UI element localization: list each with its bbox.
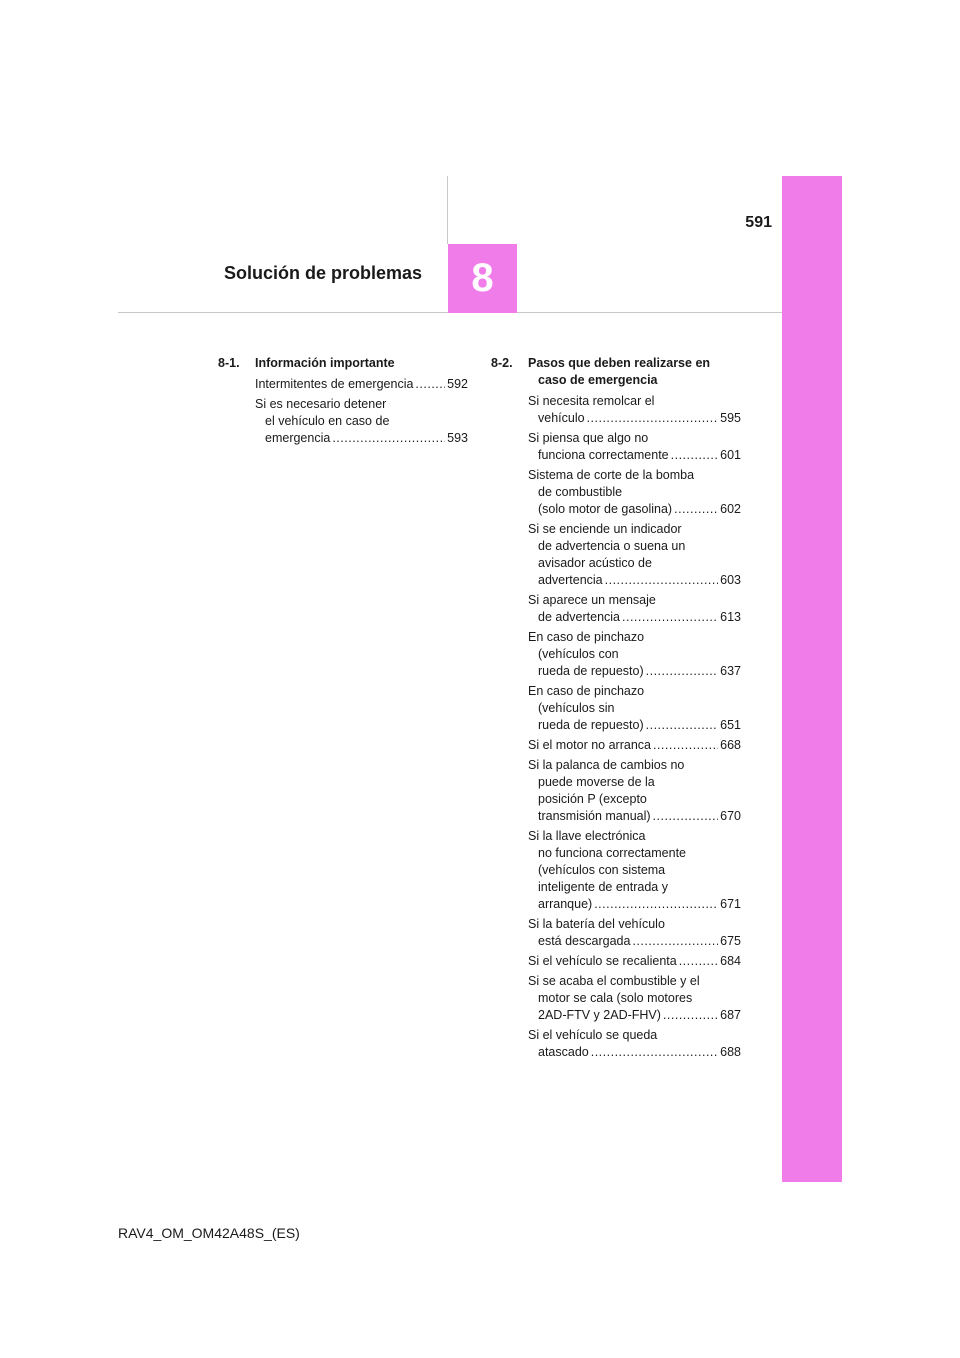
toc-entry[interactable] [528,973,741,1024]
toc-page-ref: 613 [720,610,741,624]
toc-entry[interactable] [528,1027,741,1061]
toc-entry-last-line [528,1044,741,1061]
toc-entry-line: avisador acústico de [538,556,652,570]
toc-page-ref: 637 [720,664,741,678]
toc-page-ref: 595 [720,411,741,425]
toc-entry-line: Intermitentes de emergencia [255,377,414,391]
toc-entry-last-line [528,933,741,950]
toc-entry-last-line [255,430,468,447]
toc-entry-line: En caso de pinchazo [528,630,645,644]
toc-entry[interactable] [528,521,741,589]
toc-dot-leader [674,501,718,518]
toc-entry[interactable] [528,737,741,754]
toc-entry-line: Si el vehículo se queda [528,1028,658,1042]
toc-entry-last-line [528,953,741,970]
toc-entry[interactable] [528,953,741,970]
toc-entry[interactable] [528,916,741,950]
toc-entry-line: (vehículos con sistema [538,863,666,877]
toc-dot-leader [594,896,718,913]
toc-dot-leader [605,572,719,589]
toc-section-title: Pasos que deben realizarse en caso de emergencia [528,356,711,387]
toc-page-ref: 688 [720,1045,741,1059]
footer-document-code: RAV4_OM_OM42A48S_(ES) [118,1225,300,1241]
toc-entry-line: Si la palanca de cambios no [528,758,685,772]
toc-section-heading [218,355,468,372]
toc-entry-last-line [528,1007,741,1024]
toc-section-number: 8-1. [218,356,240,370]
toc-entry-last-line [528,808,741,825]
toc-entry-line: Si la batería del vehículo [528,917,665,931]
toc-entry-line: de combustible [538,485,623,499]
toc-page-ref: 601 [720,448,741,462]
toc-entry-line: (vehículos con [538,647,619,661]
toc-entry-line: rueda de repuesto) [538,718,644,732]
toc-dot-leader [415,376,445,393]
toc-page-ref: 670 [720,809,741,823]
toc-dot-leader [646,663,719,680]
toc-entry-last-line [528,410,741,427]
toc-entry-line: emergencia [265,431,331,445]
toc-entry-last-line [255,376,468,393]
toc-entry-line: Si se enciende un indicador [528,522,682,536]
toc-dot-leader [591,1044,718,1061]
toc-page-ref: 603 [720,573,741,587]
toc-entry-line: (solo motor de gasolina) [538,502,673,516]
toc-page-ref: 684 [720,954,741,968]
toc-entry-line: (vehículos sin [538,701,615,715]
toc-page-ref: 675 [720,934,741,948]
toc-entry-last-line [528,572,741,589]
toc-entry-line: Si necesita remolcar el [528,394,655,408]
toc-entry-line: advertencia [538,573,603,587]
toc-entry-last-line [528,717,741,734]
toc-entry-line: Sistema de corte de la bomba [528,468,695,482]
toc-entry-line: transmisión manual) [538,809,651,823]
toc-entry-last-line [528,609,741,626]
toc-entry-line: Si se acaba el combustible y el [528,974,700,988]
toc-entry-line: posición P (excepto [538,792,647,806]
toc-entry[interactable] [255,376,468,393]
toc-entry-line: puede moverse de la [538,775,655,789]
toc-entry-line: Si aparece un mensaje [528,593,656,607]
toc-entry-line: rueda de repuesto) [538,664,644,678]
toc-entry[interactable] [528,683,741,734]
toc-page-ref: 602 [720,502,741,516]
toc-page-ref: 593 [447,431,468,445]
toc-column-left [218,355,468,450]
toc-page-ref: 668 [720,738,741,752]
toc-entry-line: el vehículo en caso de [265,414,390,428]
toc-entry[interactable] [528,828,741,913]
toc-entry-last-line [528,663,741,680]
toc-entry-line: Si el vehículo se recalienta [528,954,677,968]
toc-page-ref: 687 [720,1008,741,1022]
toc-entry[interactable] [528,430,741,464]
toc-section-heading [491,355,741,389]
header-vertical-divider [447,176,448,244]
toc-entry[interactable] [255,396,468,447]
toc-entry-line: arranque) [538,897,593,911]
chapter-tab-strip [782,176,842,1182]
toc-dot-leader [653,808,719,825]
toc-dot-leader [679,953,718,970]
toc-entry[interactable] [528,757,741,825]
toc-entry[interactable] [528,629,741,680]
toc-dot-leader [632,933,718,950]
toc-entry-line: funciona correctamente [538,448,669,462]
toc-dot-leader [646,717,719,734]
toc-section-number: 8-2. [491,356,513,370]
toc-dot-leader [663,1007,718,1024]
toc-dot-leader [671,447,719,464]
toc-entry-line: no funciona correctamente [538,846,687,860]
chapter-number-box: 8 [448,244,517,313]
toc-entry-line: 2AD-FTV y 2AD-FHV) [538,1008,661,1022]
toc-page-ref: 671 [720,897,741,911]
toc-entry-line: Si la llave electrónica [528,829,646,843]
toc-entry-line: inteligente de entrada y [538,880,668,894]
toc-entry-line: motor se cala (solo motores [538,991,693,1005]
toc-dot-leader [587,410,719,427]
chapter-title: Solución de problemas [224,263,423,283]
toc-entry-line: Si el motor no arranca [528,738,651,752]
page-number: 591 [745,214,772,231]
toc-page-ref: 592 [447,377,468,391]
toc-entry[interactable] [528,393,741,427]
toc-entry-line: Si piensa que algo no [528,431,649,445]
toc-column-right [491,355,741,1064]
toc-entry-last-line [528,737,741,754]
toc-entry[interactable] [528,467,741,518]
toc-page-ref: 651 [720,718,741,732]
toc-entry-line: de advertencia o suena un [538,539,686,553]
toc-entry-line: Si es necesario detener [255,397,387,411]
toc-entry-line: está descargada [538,934,631,948]
toc-dot-leader [653,737,718,754]
toc-section-title: Información importante [255,356,395,370]
toc-dot-leader [622,609,718,626]
toc-entry-last-line [528,501,741,518]
toc-dot-leader [332,430,445,447]
toc-entry-last-line [528,896,741,913]
toc-entry-line: En caso de pinchazo [528,684,645,698]
toc-entry-line: atascado [538,1045,589,1059]
toc-entry[interactable] [528,592,741,626]
toc-entry-line: de advertencia [538,610,621,624]
toc-entry-line: vehículo [538,411,585,425]
toc-entry-last-line [528,447,741,464]
